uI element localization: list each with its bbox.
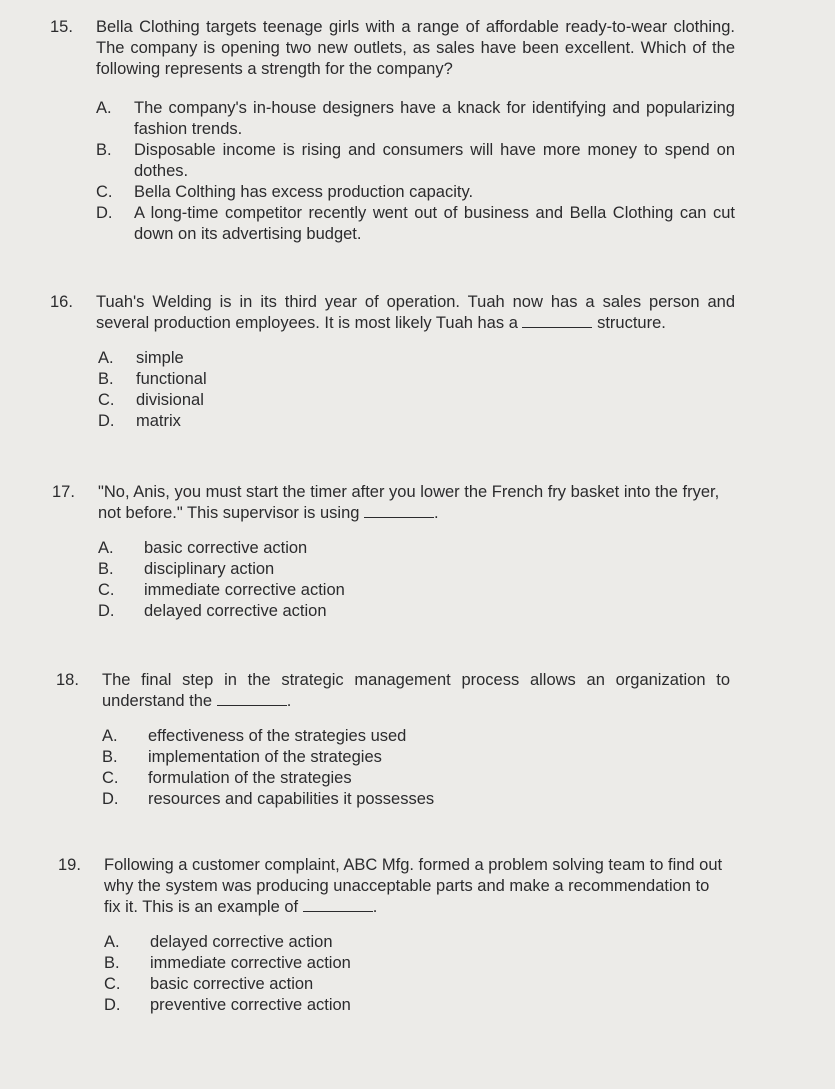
option-a[interactable] bbox=[104, 932, 730, 953]
question-text-before: Tuah's Welding is in its third year of operation. Tuah now has a sales person and several production employees. It is most likely Tuah has a bbox=[96, 293, 735, 332]
option-c[interactable] bbox=[96, 182, 735, 203]
option-text: delayed corrective action bbox=[150, 933, 333, 951]
option-text: delayed corrective action bbox=[144, 602, 327, 620]
option-text: simple bbox=[136, 349, 184, 367]
option-b[interactable] bbox=[98, 559, 730, 580]
option-letter: B. bbox=[102, 748, 118, 766]
question-text: Bella Clothing targets teenage girls with a range of affordable ready-to-wear clothing. The company is opening two new outlets, as sales have been excellent. Which of the following represents a strength for the company? bbox=[96, 18, 735, 78]
question-16 bbox=[50, 292, 735, 432]
question-19 bbox=[58, 855, 730, 1016]
option-c[interactable] bbox=[98, 580, 730, 601]
option-letter: A. bbox=[98, 539, 114, 557]
option-a[interactable] bbox=[98, 348, 735, 369]
answer-blank bbox=[217, 691, 287, 706]
option-text: Disposable income is rising and consumers will have more money to spend on dothes. bbox=[134, 141, 735, 180]
option-letter: B. bbox=[98, 370, 114, 388]
option-letter: D. bbox=[102, 790, 119, 808]
question-text bbox=[102, 670, 730, 712]
option-letter: A. bbox=[102, 727, 118, 745]
answer-blank bbox=[303, 897, 373, 912]
question-15 bbox=[50, 17, 735, 245]
question-number: 18. bbox=[56, 671, 79, 689]
question-text bbox=[98, 482, 730, 524]
option-text: Bella Colthing has excess production capacity. bbox=[134, 183, 474, 201]
option-d[interactable] bbox=[102, 789, 730, 810]
option-text: preventive corrective action bbox=[150, 996, 351, 1014]
option-text: immediate corrective action bbox=[144, 581, 345, 599]
option-text: A long-time competitor recently went out of business and Bella Clothing can cut down on its advertising budget. bbox=[134, 204, 735, 243]
option-text: matrix bbox=[136, 412, 181, 430]
option-letter: C. bbox=[98, 391, 115, 409]
option-text: disciplinary action bbox=[144, 560, 275, 578]
option-b[interactable] bbox=[102, 747, 730, 768]
question-number: 17. bbox=[52, 483, 75, 501]
option-letter: A. bbox=[98, 349, 114, 367]
option-text: The company's in-house designers have a knack for identifying and popularizing fashion trends. bbox=[134, 99, 735, 138]
option-letter: B. bbox=[104, 954, 120, 972]
question-text-before: Following a customer complaint, ABC Mfg. formed a problem solving team to find out why the system was producing unacceptable parts and make a recommendation to fix it. This is an example of bbox=[104, 856, 723, 916]
option-letter: C. bbox=[96, 183, 113, 201]
option-d[interactable] bbox=[104, 995, 730, 1016]
option-letter: A. bbox=[96, 99, 112, 117]
option-letter: D. bbox=[96, 204, 113, 222]
question-number: 16. bbox=[50, 293, 73, 311]
option-b[interactable] bbox=[96, 140, 735, 182]
question-text-before: "No, Anis, you must start the timer after you lower the French fry basket into the fryer, not before." This supervisor is using bbox=[98, 483, 720, 522]
question-17 bbox=[52, 482, 730, 622]
option-c[interactable] bbox=[98, 390, 735, 411]
option-text: basic corrective action bbox=[150, 975, 314, 993]
question-text-after: . bbox=[372, 898, 378, 916]
option-text: divisional bbox=[136, 391, 204, 409]
question-text bbox=[104, 855, 730, 918]
option-letter: D. bbox=[98, 412, 115, 430]
question-18 bbox=[56, 670, 730, 810]
option-letter: D. bbox=[98, 602, 115, 620]
option-text: resources and capabilities it possesses bbox=[148, 790, 435, 808]
option-letter: D. bbox=[104, 996, 121, 1014]
option-d[interactable] bbox=[96, 203, 735, 245]
answer-blank bbox=[364, 503, 434, 518]
option-a[interactable] bbox=[98, 538, 730, 559]
option-text: functional bbox=[136, 370, 207, 388]
question-text-after: structure. bbox=[597, 314, 666, 332]
option-letter: A. bbox=[104, 933, 120, 951]
option-c[interactable] bbox=[104, 974, 730, 995]
option-a[interactable] bbox=[96, 98, 735, 140]
option-text: implementation of the strategies bbox=[148, 748, 382, 766]
question-text-after: . bbox=[286, 692, 292, 710]
option-c[interactable] bbox=[102, 768, 730, 789]
option-letter: C. bbox=[98, 581, 115, 599]
option-text: formulation of the strategies bbox=[148, 769, 352, 787]
option-text: immediate corrective action bbox=[150, 954, 351, 972]
question-number: 19. bbox=[58, 856, 81, 874]
option-letter: C. bbox=[102, 769, 119, 787]
question-number: 15. bbox=[50, 18, 73, 36]
option-d[interactable] bbox=[98, 601, 730, 622]
option-letter: B. bbox=[98, 560, 114, 578]
option-a[interactable] bbox=[102, 726, 730, 747]
option-b[interactable] bbox=[98, 369, 735, 390]
option-letter: C. bbox=[104, 975, 121, 993]
question-text bbox=[96, 292, 735, 334]
option-text: effectiveness of the strategies used bbox=[148, 727, 407, 745]
option-letter: B. bbox=[96, 141, 112, 159]
answer-blank bbox=[522, 313, 592, 328]
option-b[interactable] bbox=[104, 953, 730, 974]
question-text-after: . bbox=[434, 504, 439, 522]
question-text-before: The final step in the strategic management process allows an organization to understand the bbox=[102, 671, 730, 710]
option-text: basic corrective action bbox=[144, 539, 308, 557]
option-d[interactable] bbox=[98, 411, 735, 432]
